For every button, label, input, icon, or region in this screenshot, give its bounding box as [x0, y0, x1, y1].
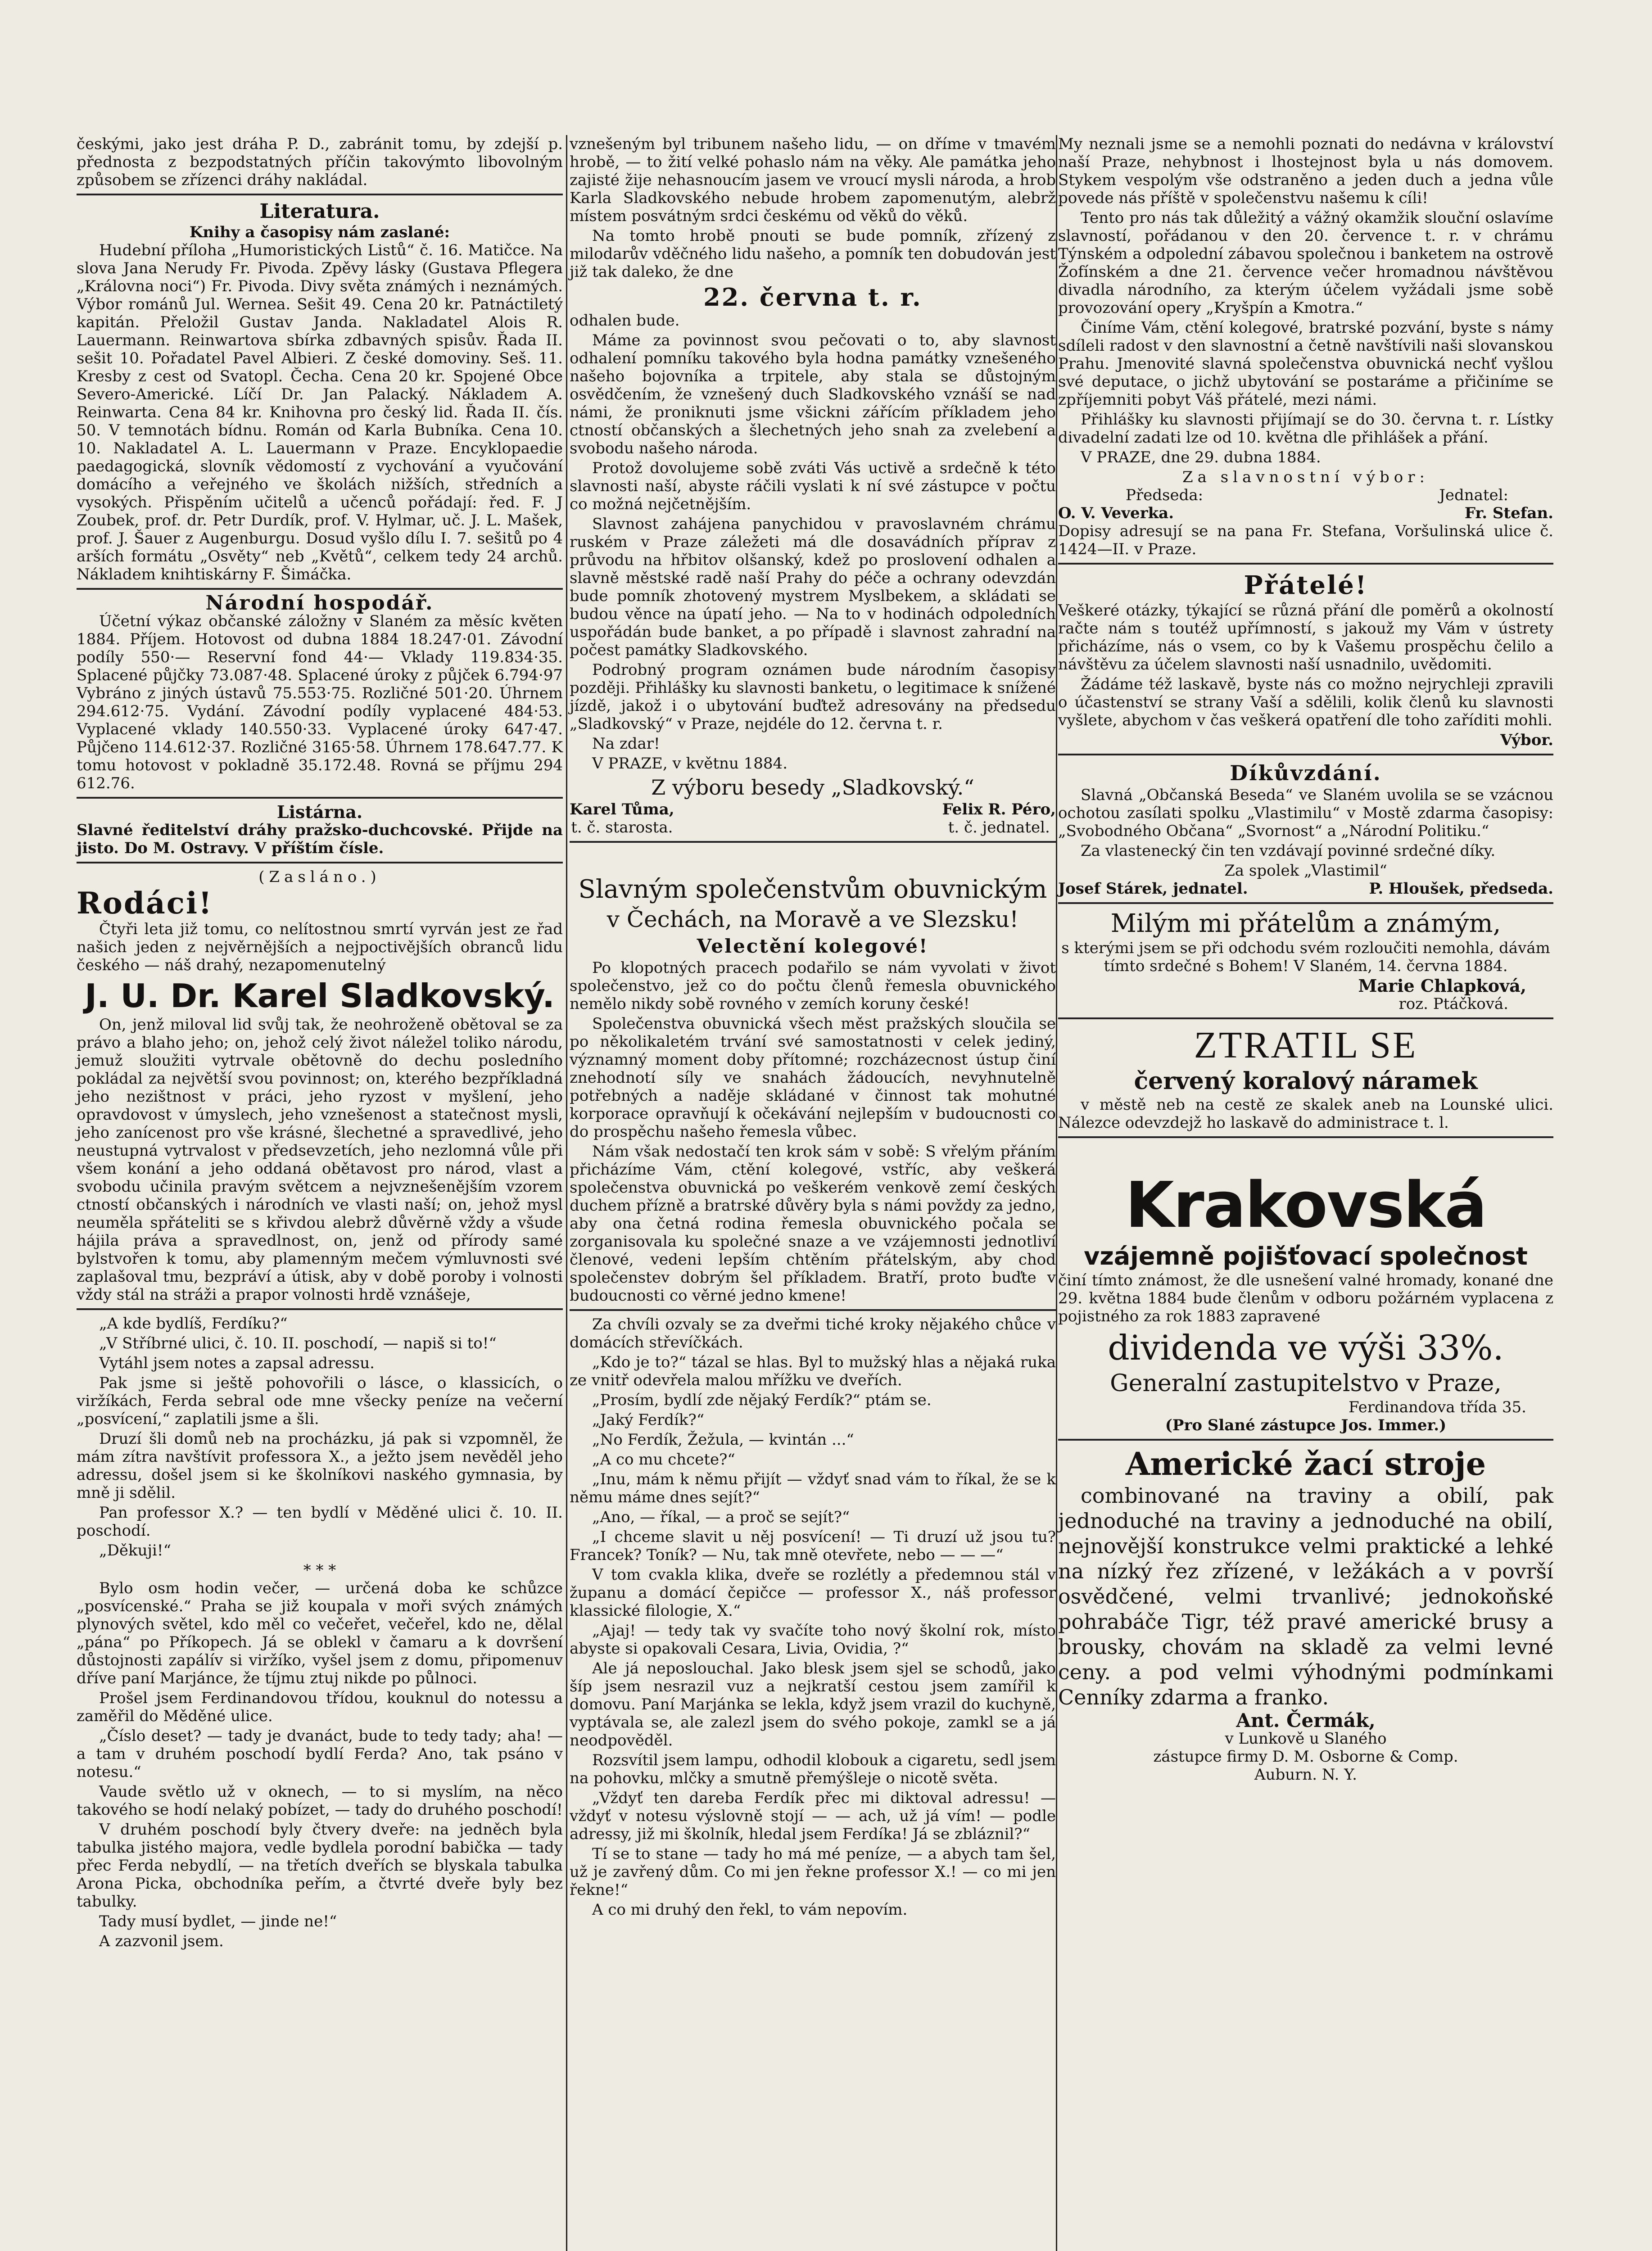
- obuv-paragraph: Činíme Vám, ctění kolegové, bratrské pozvání, byste s námy sdíleli radost v den slavnostní a četně navštívili naši slovanskou Prahu. Jmenovité slavná společenstva obuvnická nechť vyšlou své deputace, o jichž ubytování se postaráme a přičiníme se zpříjemniti pobyt Váš přátelé, mezi námi.: [1058, 319, 1553, 409]
- dopisy-text: Dopisy adresují se na pana Fr. Stefana, Voršulinská ulice č. 1424—II. v Praze.: [1058, 522, 1553, 558]
- krakovska-slane: (Pro Slané zástupce Jos. Immer.): [1165, 1416, 1447, 1434]
- signatures: [570, 800, 1056, 836]
- story-line: V druhém poschodí byly čtvery dveře: na jedněch byla tabulka jistého majora, vedle bydlela porodní babička — tady přec Ferda nebydlí, — na třetích dveřích se blyskala tabulka Arona Picka, obchodníka peřím, a čtvrté dveře byly bez tabulky.: [77, 1821, 563, 1911]
- divider: [77, 194, 563, 195]
- americke-sign: Ant. Čermák,: [1236, 1709, 1376, 1731]
- story-part-2: [570, 1315, 1056, 1919]
- story-line: V tom cvakla klika, dveře se rozlétly a předemnou stál v županu a domácí čepičce — professor X., náš professor klassické filologie, X.“: [570, 1566, 1056, 1620]
- divider: [77, 862, 563, 863]
- intro-text: českými, jako jest dráha P. D., zabránit tomu, by zdejší p. přednosta z bezpodstatných příčin takovýmto libovolným způsobem se zřízenci dráhy nakládal.: [77, 135, 563, 189]
- naramek-title: červený koralový náramek: [1134, 1067, 1478, 1095]
- story-line: „Ajaj! — tedy tak vy svačíte toho nový školní rok, místo abyste si opakovali Cesara, Livia, Ovidia, ?“: [570, 1622, 1056, 1658]
- story-line: „A kde bydlíš, Ferdíku?“: [99, 1315, 288, 1333]
- story-line: Za chvíli ozvaly se za dveřmi tiché kroky nějakého chůce v domácích střevíčkách.: [570, 1315, 1056, 1352]
- obuv-signature-labels: [1058, 486, 1553, 504]
- rodaci-paragraph: Slavnost zahájena panychidou v pravoslavném chrámu ruském v Praze záležeti má dle dosavádních příprav z průvodu na hřbitov olšanský, kdež po proslovení odhalen a slavně městské radě naší Prahy do péče a ochrany odevzdán bude pomník zhotovený mystrem Myslbekem, a skládati se budou věnce na úpatí jeho. — Na to v hodinách odpoledních uspořádán bude banket, a po případě i slavnost zahradní na počest památky Sladkovského.: [570, 515, 1056, 659]
- americke-text: combinované na traviny a obilí, pak jednoduché na traviny a jednoduché na obilí, nejnovější konstrukce velmi praktické a lehké na nízký řez zřízené, v ležákách a v površí osvědčené, velmi trvanlivé; jednokoňské pohrabáče Tigr, též pravé americké brusy a brousky, chovám na skladě za velmi levné ceny. a pod velmi výhodnými podmínkami Cenníky zdarma a franko.: [1058, 1483, 1553, 1709]
- rodaci-paragraph: Máme za povinnost svou pečovati o to, aby slavnost odhalení pomníku takového byla hodna památky vznešeného našeho bojovníka a trpitele, aby stala se důstojným osvědčením, že vznešený duch Sladkovského vznáší se nad námi, že proniknuti jsme všickni zářícím příkladem jeho ctností občanských a šlechetných jeho snah za zvelebení a svobodu našeho národa.: [570, 331, 1056, 457]
- obuv-paragraph: Přihlášky ku slavnosti přijímají se do 30. června t. r. Lístky divadelní zadati lze od 10. května dle přihlášek a přání.: [1058, 411, 1553, 447]
- story-line: „V Stříbrné ulici, č. 10. II. poschodí, — napiš si to!“: [99, 1334, 497, 1352]
- obuv-vybor: Za slavnostní výbor:: [1182, 468, 1429, 486]
- obuv-greeting: Velectění kolegové!: [697, 935, 929, 957]
- story-line: „I chceme slavit u něj posvícení! — Ti druzí už jsou tu? Francek? Toník? — Nu, tak mně otevřete, nebo — — —“: [570, 1528, 1056, 1564]
- obuv-title: Slavným společenstvům obuvnickým: [578, 875, 1047, 904]
- story-line: Prošel jsem Ferdinandovou třídou, kouknul do notessu a zaměřil do Měděné ulice.: [77, 1689, 563, 1725]
- signature: P. Hloušek, předseda.: [1369, 880, 1553, 898]
- mily-title: Milým mi přátelům a známým,: [1110, 909, 1501, 938]
- story-line: „Inu, mám k němu přijít — vždyť snad vám to říkal, že se k němu máme dnes sejít?“: [570, 1470, 1056, 1506]
- divider: [1058, 902, 1553, 904]
- story-line: Ale já neposlouchal. Jako blesk jsem sjel se schodů, jako šíp jsem nesrazil vuz a nejkratší cestou jsem zamířil k domovu. Paní Marjánka se lekla, když jsem vrazil do kuchyně, vyptávala se, ale zalezl jsem do svého pokoje, zamkl se a já neodpověděl.: [570, 1659, 1056, 1749]
- secretary-name: Fr. Stefan.: [1464, 504, 1553, 522]
- americke-sign-4: Auburn. N. Y.: [1254, 1766, 1357, 1784]
- pratele-text: Veškeré otázky, týkající se různá přání dle poměrů a okolností račte nám s toutéž upřímností, s jakouž my Vám v ústrety přicházíme, nás o vsem, co by k Vašemu prospěchu čelilo a návštěvu za účelem slavnosti naší usnadnilo, uvědomiti.: [1058, 601, 1553, 673]
- signature: Josef Stárek, jednatel.: [1058, 880, 1248, 898]
- divider: [77, 588, 563, 590]
- divider: [1058, 754, 1553, 755]
- divider: [1058, 1017, 1553, 1019]
- dik-signatures: [1058, 880, 1553, 898]
- literatura-text: Hudební příloha „Humoristických Listů“ č. 16. Matičce. Na slova Jana Nerudy Fr. Pivoda. Zpěvy lásky (Gustava Pflegera „Královna noci“) Fr. Pivoda. Divy světa známých i neznámých. Výbor románů Jul. Wernea. Sešit 49. Cena 20 kr. Patnáctiletý kapitán. Přeložil Gustav Janda. Nakladatel Alois R. Lauermann. Reinwartova sbírka zdbavných spisův. Řada II. sešit 10. Pořadatel Pavel Albieri. Z české domoviny. Seš. 11. Kresby z cest od Svatopl. Čecha. Cena 20 kr. Spojené Obce Severo-Americké. Líčí Dr. Jan Palacký. Nákladem A. Reinwarta. Cena 84 kr. Knihovna pro český lid. Řada II. čís. 50. V temnotách bídnu. Román od Karla Bubníka. Cena 10. 10. Nakladatel A. L. Lauermann v Praze. Encyklopaedie paedagogická, slovník vědomostí z vychování a vyučování domácího a veřejného ve školách nižších, středních a vysokých. Přispěním učitelů a učenců pořádají: řed. F. J Zoubek, prof. dr. Petr Durdík, prof. V. Hylmar, uč. J. L. Mašek, prof. J. Šauer z Augenburgu. Dosud vyšlo dílu I. 7. sešitů po 4 arších formátu „Osvěty“ neb „Květů“, celkem tedy 24 archů. Nákladem knihtiskárny F. Šimáčka.: [77, 241, 563, 583]
- chair-label: Předseda:: [1126, 486, 1204, 504]
- obuv-subtitle: v Čechách, na Moravě a ve Slezsku!: [606, 906, 1019, 932]
- rodaci-intro: Čtyři leta již tomu, co nelítostnou smrtí vyrván jest ze řad našich jeden z nejvěrnějších a nejpoctivějších obranců lidu českého — náš drahý, nezapomenutelný: [77, 920, 563, 974]
- krakovska-dividend: dividenda ve výši 33%.: [1108, 1328, 1504, 1368]
- signature-role: t. č. jednatel.: [948, 818, 1050, 836]
- signature-name: Karel Tůma,: [570, 800, 674, 818]
- story-line: Pan professor X.? — ten bydlí v Měděné ulici č. 10. II. poschodí.: [77, 1504, 563, 1540]
- story-line: Vaude světlo už v oknech, — to si myslím, na něco takového se hodí nelaký pobízet, — tady do druhého poschodí!: [77, 1783, 563, 1819]
- americke-sign-2: v Lunkově u Slaného: [1225, 1730, 1387, 1748]
- secretary-label: Jednatel:: [1439, 486, 1508, 504]
- pratele-text: Žádáme též laskavě, byste nás co možno nejrychleji zpravili o účastenství se strany Vaší a sdělili, kolik členů ku slavnosti vyšlete, abychom v čas veškerá opatření dle toho zaříditi mohli.: [1058, 675, 1553, 729]
- story-line: Tady musí bydlet, — jinde ne!“: [99, 1912, 337, 1930]
- divider: [77, 1308, 563, 1310]
- obuv-signature-names: [1058, 504, 1553, 522]
- story-line: „Ano, — říkal, — a proč se sejít?“: [592, 1508, 850, 1526]
- divider: [1058, 1136, 1553, 1138]
- rodaci-paragraph: Podrobný program oznámen bude národním časopisy později. Přihlášky ku slavnosti banketu, o legitimace k snížené jízdě, jakož i o ubytování buďtež adresovány na předsedu „Sladkovský“ v Praze, nejdéle do 12. června t. r.: [570, 661, 1056, 733]
- rodaci-paragraph: odhalen bude.: [570, 312, 680, 330]
- mily-sign-2: roz. Ptáčková.: [1399, 995, 1508, 1013]
- krakovska-address: Ferdinandova třída 35.: [1348, 1398, 1526, 1416]
- chair-name: O. V. Veverka.: [1058, 504, 1174, 522]
- americke-title: Americké žací stroje: [1125, 1445, 1486, 1483]
- listarna-title: Listárna.: [276, 802, 363, 822]
- rodaci-text: On, jenž miloval lid svůj tak, že neohroženě obětoval se za právo a blaho jeho; on, jehož celý život náležel toliko národu, jemuž sloužiti vytrvale obětovně do dechu posledního pokládal za největší svou povinnost; on, kterého bezpříkladná jeho nezištnost v práci, jeho ryzost v myšlení, jeho opravdovost v úmyslech, jeho vznešenost a statečnost mysli, jeho zanícenost pro vše krásné, šlechetné a spravedlivé, jeho neustupná vytrvalost v předsevzetích, jeho nezlomná vůle při všem konání a jeho oddaná obětavost pro národ, vlast a svobodu učinila pravým světcem a nejvznešenějším vzorem ctností občanských i národních ve vlasti naší; on, jehož mysl neuměla spřáteliti se s křivdou alebrž důvěrně vždy a všude hájila práva a spravedlnost, on, jenž od přírody samé bylstvořen k tomu, aby plamenným mečem výmluvnosti své zaplašoval tmu, bezpráví a útisk, aby v době poroby i volnosti vždy stál na stráži a prapor volnosti hrdě vznášeje,: [77, 1016, 563, 1304]
- rodaci-paragraph: Protož dovolujeme sobě zváti Vás uctivě a srdečně k této slavnosti naší, abyste ráčili vyslati k ní své zástupce v počtu co možná nejčetnějším.: [570, 459, 1056, 513]
- rodaci-paragraph: Na tomto hrobě pnouti se bude pomník, zřízený z milodarův vděčného lidu našeho, a pomník ten dobudován jest již tak daleko, že dne: [570, 227, 1056, 281]
- dik-za: Za spolek „Vlastimil“: [1224, 862, 1387, 880]
- story-line: „Vždyť ten dareba Ferdík přec mi diktoval adressu! — vždyť v notesu výslovně stojí — — ach, už já vím! — podle adressy, již mi školník, hledal jsem Ferdíka! Já se zbláznil?“: [570, 1789, 1056, 1843]
- hospodar-text: Účetní výkaz občanské záložny v Slaném za měsíc květen 1884. Příjem. Hotovost od dubna 1884 18.247·01. Závodní podíly 550·— Reservní fond 44·— Vklady 119.834·35. Splacené půjčky 73.087·48. Splacené úroky z půjček 6.794·97 Vybráno z jiných ústavů 75.553·75. Rozličné 501·20. Úhrnem 294.612·75. Vydání. Závodní podíly vyplacené 484·53. Vyplacené vklady 140.550·33. Vyplacené úroky 647·47. Půjčeno 114.612·37. Rozličné 3165·58. Úhrnem 178.647.77. K tomu hotovost v pokladně 35.172.48. Rovná se příjmu 294 612.76.: [77, 612, 563, 792]
- signature-role: t. č. starosta.: [571, 818, 673, 836]
- divider: [570, 1309, 1056, 1311]
- krakovska-subtitle: vzájemně pojišťovací společnost: [1084, 1242, 1528, 1270]
- column-rule: [566, 135, 567, 2251]
- dik-text: Slavná „Občanská Beseda“ ve Slaném uvolila se se vzácnou ochotou zasílati spolku „Vlastimilu“ v Mostě zdarma časopisy: „Svobodného Občana“ „Svornost“ a „Národní Politiku.“: [1058, 786, 1553, 840]
- signature: [570, 800, 674, 836]
- obuv-paragraph: Nám však nedostačí ten krok sám v sobě: S vřelým přáním přicházíme Vám, ctění kolegové, vstříc, aby veškerá společenstva obuvnická po veškerém venkově zemí českých duchem přízně a bratrské důvěry byla s námi povždy za jedno, aby ona četná rodina řemesla obuvnického počala se zorganisovala ku společné snaze a ve vzájemnosti jednotliví členové, vedeni lepším chtěním přátelským, aby chod společenstev dobrým šel příkladem. Bratří, proto buďte v budoucnosti co věrné jedno kmene!: [570, 1143, 1056, 1305]
- story-line: Rozsvítil jsem lampu, odhodil klobouk a cigaretu, sedl jsem na pohovku, mlčky a smutně přemýšleje o nicotě světa.: [570, 1751, 1056, 1787]
- story-line: A zazvonil jsem.: [99, 1932, 224, 1950]
- krakovska-general: Generalní zastupitelstvo v Praze,: [1110, 1370, 1502, 1397]
- pratele-sign: Výbor.: [1500, 731, 1553, 749]
- signature: [942, 800, 1056, 836]
- rodaci-date: 22. června t. r.: [703, 283, 922, 312]
- story-line: Bylo osm hodin večer, — určená doba ke schůzce „posvícenské.“ Praha se již koupala v moři svých známých plynových světel, kdo měl co večeřet, večeřel, kdo ne, dělal „pána“ po Příkopech. Já se oblekl v čamaru a k dovršení důstojnosti zapálív si viržíko, vyšel jsem z domu, připomenuv dříve paní Marjánce, že tíjmu ztuj nikde po půlnoci.: [77, 1579, 563, 1687]
- obuv-paragraph: Tento pro nás tak důležitý a vážný okamžik slouční oslavíme slavností, pořádanou v den 20. července t. r. v chrámu Týnském a odpolední zábavou společnou i banketem na ostrově Žofínském a dne 21. července večer hromadnou návštěvou divadla národního, za kterým účelem vyžádali jsme sobě provozování opery „Kryšpín a Kmotra.“: [1058, 209, 1553, 317]
- rodaci-name: J. U. Dr. Karel Sladkovský.: [85, 977, 555, 1015]
- rodaci-sign-title: Z výboru besedy „Sladkovský.“: [651, 775, 974, 800]
- obuv-continued: My neznali jsme se a nemohli poznati do nedávna v království naší Praze, nehybnost i lhostejnost byla u nás domovem. Stykem vespolým vše odstraněno a jeden duch a jedna vůle povede nás příště v společenstvu našemu k cíli!: [1058, 135, 1553, 207]
- story-line: „No Ferdík, Žežula, — kvintán ...“: [592, 1431, 854, 1449]
- story-line: Tí se to stane — tady ho má mé peníze, — a abych tam šel, už je zavřený dům. Co mi jen řekne professor X.! — co mi jen řekne!“: [570, 1845, 1056, 1899]
- story-line: Vytáhl jsem notes a zapsal adressu.: [99, 1354, 375, 1372]
- signature-name: Felix R. Péro,: [942, 800, 1056, 818]
- listarna-text: Slavné ředitelství dráhy pražsko-duchcovské. Přijde na jisto. Do M. Ostravy. V příštím čísle.: [77, 821, 563, 857]
- story-line: „Děkuji!“: [99, 1541, 171, 1559]
- literatura-title: Literatura.: [259, 200, 380, 223]
- mily-sign: Marie Chlapková,: [1358, 976, 1526, 996]
- column-1: [77, 135, 563, 1952]
- zaslano-label: (Zasláno.): [258, 868, 381, 886]
- rodaci-continued: vznešeným byl tribunem našeho lidu, — on dříme v tmavém hrobě, — to žití velké pohaslo nám na věky. Ale památka jeho zajisté žije nehasnoucím jasem ve vroucí mysli národa, a hrob Karla Sladkovského nebude hrobem zapomenutým, alebrž místem posvátným srdci českému od věků do věků.: [570, 135, 1056, 225]
- naramek-text: v městě neb na cestě ze skalek aneb na Lounské ulici. Nálezce odevzdejž ho laskavě do administrace t. l.: [1058, 1096, 1553, 1132]
- ztratil-title: ZTRATIL SE: [1194, 1024, 1418, 1066]
- column-2: [570, 135, 1056, 1921]
- hospodar-title: Národní hospodář.: [205, 592, 434, 615]
- obuv-paragraph: Po klopotných pracech podařilo se nám vyvolati v život společenstvo, jež co do počtu členů řemesla obuvnického nemělo nikdy sobě rovného v zemích koruny české!: [570, 959, 1056, 1013]
- krakovska-text: činí tímto známost, že dle usnešení valné hromady, konané dne 29. května 1884 bude členům v odboru požárném vyplacena z pojistného za rok 1883 zapravené: [1058, 1271, 1553, 1325]
- story-line: Pak jsme si ještě pohovořili o lásce, o klassicích, o viržíkách, Ferda sebral ode mne všecky peníze na večerní „posvícení,“ zaplatili jsme a šli.: [77, 1374, 563, 1428]
- rodaci-place: V PRAZE, v květnu 1884.: [592, 755, 788, 773]
- story-line: „Jaký Ferdík?“: [592, 1411, 705, 1429]
- obuv-paragraph: Společenstva obuvnická všech měst pražských sloučila se po několikaletém trvání své samostatnosti v celek jediný, významný moment doby přítomné; rozcházecnost ústup činí znehodnotí síly ve snahách žádoucích, nevyhnutelně potřebných a naděje skládané v činnost tak mohutné korporace opravňují k očekávání nejlepším v budoucnosti co do prospěchu našeho řemesla vůbec.: [570, 1015, 1056, 1141]
- story-separator: * * *: [303, 1561, 336, 1579]
- pratele-title: Přátelé!: [1244, 570, 1368, 600]
- dik-title: Díkůvzdání.: [1230, 761, 1382, 785]
- story-line: „Prosím, bydlí zde nějaký Ferdík?“ ptám se.: [592, 1391, 932, 1409]
- divider: [570, 841, 1056, 843]
- rodaci-paragraph: Na zdar!: [592, 735, 660, 753]
- story-line: „Číslo deset? — tady je dvanáct, bude to tedy tady; aha! — a tam v druhém poschodí bydlí Ferda? Ano, tak psáno v notesu.“: [77, 1727, 563, 1781]
- literatura-subtitle: Knihy a časopisy nám zaslané:: [189, 223, 450, 241]
- americke-sign-3: zástupce firmy D. M. Osborne & Comp.: [1153, 1748, 1458, 1766]
- column-rule: [1056, 135, 1057, 2251]
- story-line: A co mi druhý den řekl, to vám nepovím.: [592, 1901, 908, 1919]
- divider: [1058, 563, 1553, 565]
- story-line: Druzí šli domů neb na procházku, já pak si vzpomněl, že mám zítra navštívit professora X., a ježto jsem nevěděl jeho adressu, došel jsem si ke školníkovi naského gymnasia, by mně ji sdělil.: [77, 1430, 563, 1502]
- divider: [77, 797, 563, 799]
- mily-text: s kterými jsem se při odchodu svém rozloučiti nemohla, dávám tímto srdečné s Bohem! V Slaném, 14. června 1884.: [1061, 939, 1550, 975]
- krakovska-title: Krakovská: [1125, 1169, 1486, 1242]
- story-part-1: [77, 1315, 563, 1950]
- story-line: „A co mu chcete?“: [592, 1451, 735, 1469]
- dik-text: Za vlastenecký čin ten vzdávají povinné srdečné díky.: [1081, 842, 1496, 860]
- obuv-place: V PRAZE, dne 29. dubna 1884.: [1081, 448, 1321, 466]
- story-line: „Kdo je to?“ tázal se hlas. Byl to mužský hlas a nějaká ruka ze vnitř odevřela malou mřížku ve dveřích.: [570, 1353, 1056, 1389]
- column-3: [1058, 135, 1553, 1784]
- rodaci-title: Rodáci!: [77, 886, 213, 921]
- divider: [1058, 1439, 1553, 1441]
